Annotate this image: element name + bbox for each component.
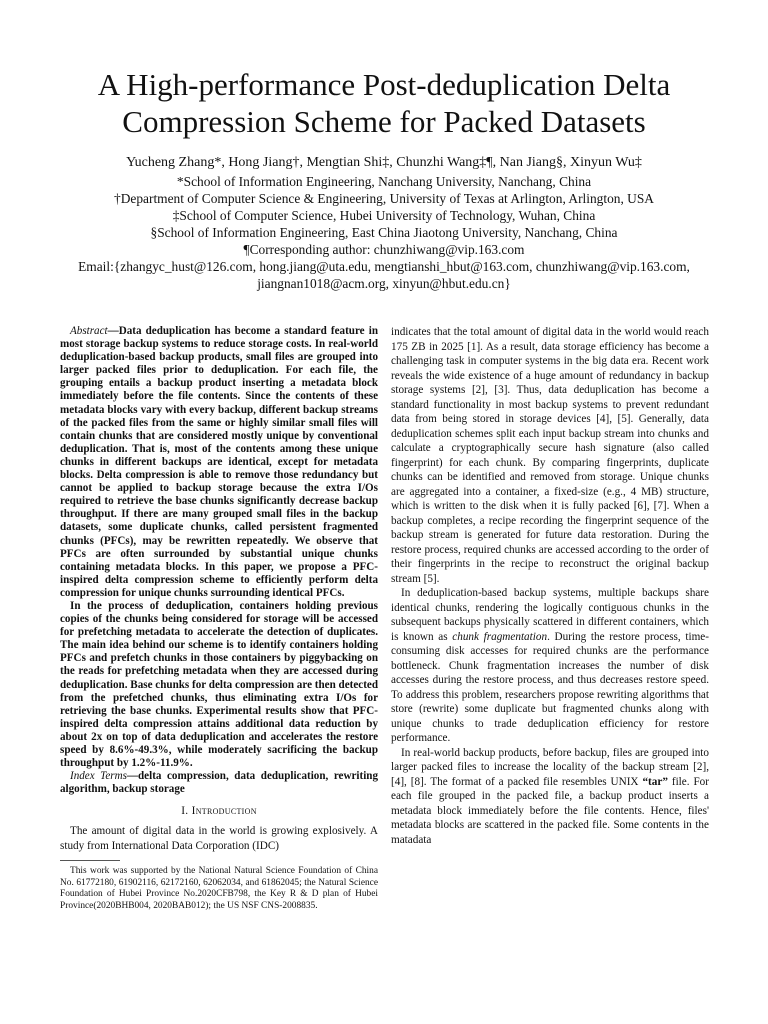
abstract-paragraph-1 (60, 325, 378, 600)
term-chunk-fragmentation: chunk fragmentation (452, 630, 548, 643)
index-terms-lead: Index Terms (70, 770, 127, 783)
funding-footnote (60, 866, 378, 912)
email-line-2: jiangnan1018@acm.org, xinyun@hbut.edu.cn} (257, 276, 511, 291)
left-column (60, 325, 378, 853)
intro-paragraph-3 (391, 746, 709, 848)
intro-paragraph-1-cont: indicates that the total amount of digital data in the world would reach 175 ZB in 2025 [1]. As a result, data storage efficiency has become a challenging task in computer systems in the big data era. Recent work reveals the wide existence of a huge amount of redundancy in backup storage systems [2], [3]. Thus, data deduplication has become a standard functionality in most backup systems to prevent redundant data from being stored in storage devices [4], [5]. Generally, data deduplication schemes split each input backup stream into chunks and calculate a cryptographically secure hash signature (also called fingerprint) for each chunk. By comparing fingerprints, duplicate chunks can be identified and removed from storage. Unique chunks are aggregated into a container, a fixed-size (e.g., 4 MB) structure, which is written to the disk when it is fully packed [6], [7]. When a backup completes, a recipe recording the fingerprint sequence of the backup stream is generated for future data restoration. During the restore process, required chunks are accessed according to the order of their fingerprints in the recipe to reconstruct the original backup stream [5]. (391, 326, 709, 585)
index-terms-text: —delta compression, data deduplication, rewriting algorithm, backup storage (60, 770, 378, 796)
intro-paragraph-2 (391, 586, 709, 746)
corresponding-author: ¶Corresponding author: chunzhiwang@vip.163.com (243, 242, 525, 257)
footnote-rule (60, 860, 120, 861)
paper-title (40, 66, 728, 140)
intro-paragraph-1-start: The amount of digital data in the world is growing explosively. A study from International Data Corporation (IDC) (60, 825, 378, 852)
intro-p2-part-a: In deduplication-based backup systems, multiple backups share identical chunks, rendering the logically contiguous chunks in the subsequent backups physically scattered in different containers, which is known as (391, 587, 709, 643)
intro-p3-part-a: In real-world backup products, before backup, files are grouped into larger packed files to increase the locality of the backup stream [2], [4], [8]. The format of a packed file resembles UNIX (391, 746, 709, 788)
term-tar: “tar” (642, 775, 668, 788)
section-heading-introduction: I. Introduction (181, 805, 257, 818)
intro-p2-part-b: . During the restore process, time-consuming disk accesses for required chunks are the performance bottleneck. Chunk fragmentation increases the number of disk accesses during the restore process, and thus decreases restore speed. To address this problem, researchers propose rewriting algorithms that store (rewrite) some duplicate but fragmented chunks along with unique chunks to trade deduplication efficiency for restore performance. (391, 630, 709, 744)
author-block (40, 154, 728, 292)
abstract-lead: Abstract (70, 325, 108, 337)
abstract-text-1: —Data deduplication has become a standard feature in most storage backup systems to reduce storage costs. In real-world deduplication-based backup products, small files are grouped into larger packed files prior to deduplication. For each file, the grouping entails a backup product inserting a metadata block immediately before the file contents. Since the contents of these metadata blocks vary with every backup, different backup streams of the packed files from the same or highly similar small files will contain chunks that are considered mostly unique by conventional deduplication. That is, most of the contents among these unique chunks in different backups are identical, except for metadata blocks. Delta compression is able to remove those redundancy but cannot be applied to backup storage because the extra I/Os required to retrieve the base chunks significantly decrease backup throughput. If there are many grouped small files in the backup datasets, some duplicate chunks, called persistent fragmented chunks (PFCs), may be rewritten repeatedly. We observe that PFCs are often surrounded by substantial unique chunks containing metadata blocks. In this paper, we propose a PFC-inspired delta compression scheme to efficiently perform delta compression for unique chunks surrounding identical PFCs. (60, 325, 378, 599)
footnote-text: This work was supported by the National Natural Science Foundation of China No. 61772180, 61902116, 62172160, 62062034, and 61862045; the Natural Science Foundation of Hubei Province No.2020CFB798, the Key R & D plan of Hubei Province(2020BHB004, 2020BAB012); the US NSF CNS-2008835. (60, 866, 378, 911)
abstract-paragraph-2: In the process of deduplication, containers holding previous copies of the chunks being considered for storage will be accessed for prefetching metadata to accelerate the detection of duplicates. The main idea behind our scheme is to identify containers holding PFCs and prefetch chunks in those containers by piggybacking on the reads for prefetching metadata when they are accessed during deduplication. Base chunks for delta compression are then detected from the prefetched chunks, thus eliminating extra I/Os for retrieving the base chunks. Experimental results show that PFC-inspired delta compression attains additional data reduction by about 2x on top of data deduplication and accelerates the restore speed by 8.6%-49.3%, while moderately sacrificing the backup throughput by 1.2%-11.9%. (60, 599, 378, 770)
affiliation-4: §School of Information Engineering, East China Jiaotong University, Nanchang, China (150, 225, 618, 240)
affiliation-3: ‡School of Computer Science, Hubei University of Technology, Wuhan, China (172, 208, 596, 223)
author-names: Yucheng Zhang*, Hong Jiang†, Mengtian Shi‡, Chunzhi Wang‡¶, Nan Jiang§, Xinyun Wu‡ (126, 155, 642, 170)
intro-p3-part-b: file. For each file grouped in the packed file, a backup product inserts a metadata block immediately before the file contents. Hence, files' metadata blocks are scattered in the packed file. Some contents in the matadata (391, 775, 710, 846)
right-column (391, 325, 709, 847)
title-line-2: Compression Scheme for Packed Datasets (122, 104, 646, 139)
title-line-1: A High-performance Post-deduplication Delta (97, 67, 671, 102)
email-line-1: Email:{zhangyc_hust@126.com, hong.jiang@uta.edu, mengtianshi_hbut@163.com, chunzhiwang@vip.163.com, (78, 259, 690, 274)
affiliation-2: †Department of Computer Science & Engineering, University of Texas at Arlington, Arlington, USA (114, 191, 654, 206)
affiliation-1: *School of Information Engineering, Nanchang University, Nanchang, China (176, 174, 592, 189)
index-terms (60, 770, 378, 796)
